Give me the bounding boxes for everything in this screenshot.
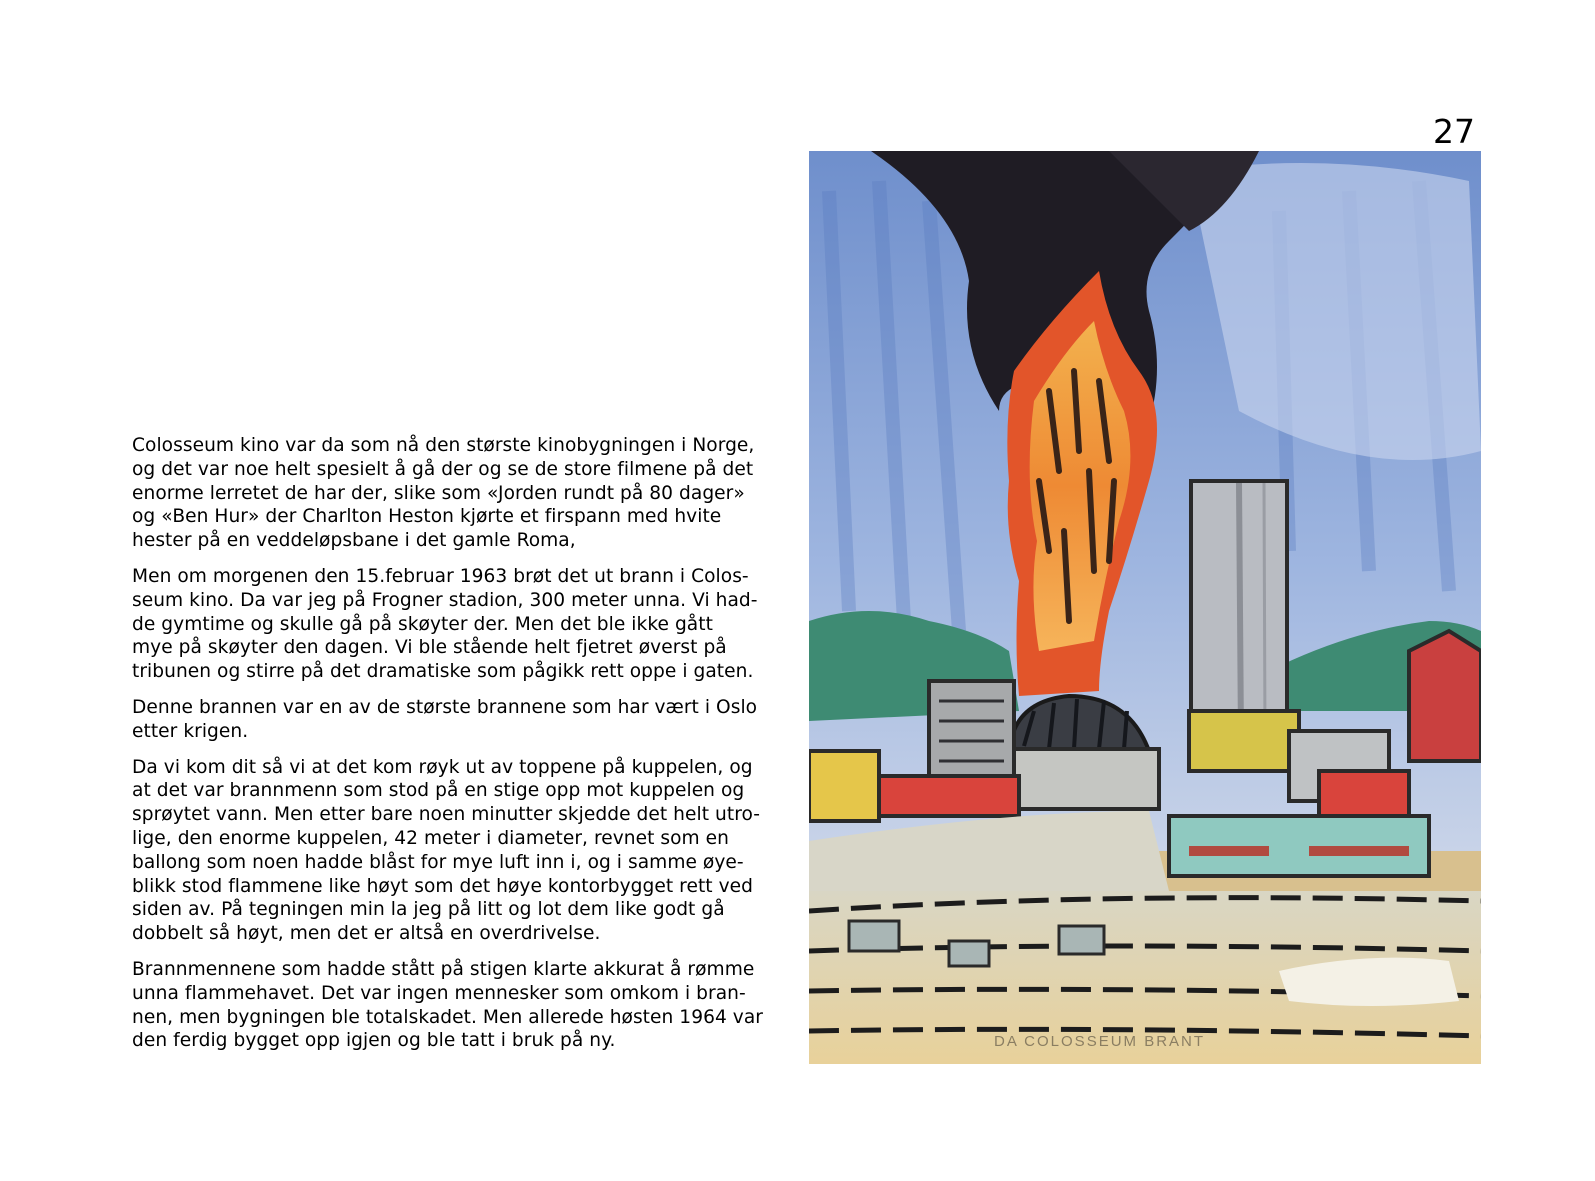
text-line: ballong som noen hadde blåst for mye luft inn i, og i samme øye- bbox=[132, 851, 744, 873]
text-line: etter krigen. bbox=[132, 720, 249, 742]
text-line: Brannmennene som hadde stått på stigen klarte akkurat å rømme bbox=[132, 958, 755, 980]
building-right-yellow bbox=[1189, 711, 1299, 771]
building-left-yellow bbox=[809, 751, 879, 821]
paragraph-2 bbox=[132, 565, 782, 684]
text-line: Men om morgenen den 15.februar 1963 brøt det ut brann i Colos- bbox=[132, 565, 749, 587]
text-line: hester på en veddeløpsbane i det gamle Roma, bbox=[132, 530, 576, 552]
building-right-red bbox=[1319, 771, 1409, 816]
text-line: og «Ben Hur» der Charlton Heston kjørte et firspann med hvite bbox=[132, 506, 722, 528]
fire-painting bbox=[809, 151, 1481, 1064]
painting-caption: DA COLOSSEUM BRANT bbox=[994, 1033, 1206, 1050]
cinema-drum bbox=[1004, 749, 1159, 809]
text-line: nen, men bygningen ble totalskadet. Men allerede høsten 1964 var bbox=[132, 1006, 763, 1028]
text-line: mye på skøyter den dagen. Vi ble stående helt fjetret øverst på bbox=[132, 637, 727, 659]
building-red-gabled bbox=[1409, 631, 1481, 761]
painting-svg bbox=[809, 151, 1481, 1064]
text-line: og det var noe helt spesielt å gå der og se de store filmene på det bbox=[132, 458, 754, 480]
text-line: Colosseum kino var da som nå den største kinobygningen i Norge, bbox=[132, 435, 755, 456]
text-line: at det var brannmenn som stod på en stige opp mot kuppelen og bbox=[132, 780, 745, 802]
tower-line bbox=[1264, 483, 1265, 739]
paragraph-5 bbox=[132, 958, 782, 1053]
text-line: dobbelt så høyt, men det er altså en overdrivelse. bbox=[132, 923, 601, 945]
text-line: blikk stod flammene like høyt som det høye kontorbygget rett ved bbox=[132, 875, 753, 897]
text-line: seum kino. Da var jeg på Frogner stadion, 300 meter unna. Vi had- bbox=[132, 589, 758, 611]
text-line: Denne brannen var en av de største brannene som har vært i Oslo bbox=[132, 696, 758, 718]
text-line: de gymtime og skulle gå på skøyter der. Men det ble ikke gått bbox=[132, 613, 713, 635]
paragraph-1 bbox=[132, 434, 782, 553]
text-line: tribunen og stirre på det dramatiske som pågikk rett oppe i gaten. bbox=[132, 661, 754, 683]
paragraph-4 bbox=[132, 756, 782, 946]
text-line: den ferdig bygget opp igjen og ble tatt i bruk på ny. bbox=[132, 1030, 616, 1052]
page-number: 27 bbox=[1433, 112, 1475, 151]
text-line: siden av. På tegningen min la jeg på litt og lot dem like godt gå bbox=[132, 899, 725, 921]
building-left-red bbox=[869, 776, 1019, 816]
text-line: Da vi kom dit så vi at det kom røyk ut av toppene på kuppelen, og bbox=[132, 756, 753, 778]
text-line: lige, den enorme kuppelen, 42 meter i diameter, revnet som en bbox=[132, 827, 730, 849]
paragraph-3 bbox=[132, 696, 782, 744]
text-line: unna flammehavet. Det var ingen mennesker som omkom i bran- bbox=[132, 982, 746, 1004]
text-line: enorme lerretet de har der, slike som «Jorden rundt på 80 dager» bbox=[132, 482, 745, 504]
text-line: sprøytet vann. Men etter bare noen minutter skjedde det helt utro- bbox=[132, 804, 761, 826]
tower-edge bbox=[1239, 483, 1241, 739]
body-text bbox=[132, 434, 782, 1065]
